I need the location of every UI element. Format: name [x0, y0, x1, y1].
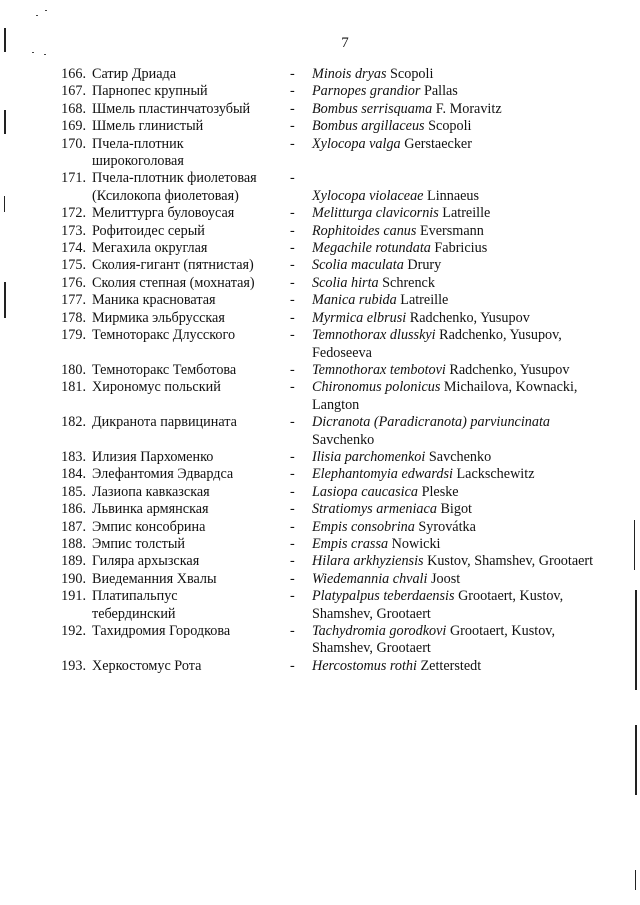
latin-author: Michailova, Kownacki, Langton — [312, 379, 578, 413]
scan-speck — [44, 54, 46, 55]
latin-author: Kustov, Shamshev, Grootaert — [423, 553, 594, 570]
russian-name: Мелиттурга буловоусая — [92, 205, 235, 222]
latin-name — [312, 449, 602, 466]
latin-name — [312, 571, 602, 588]
separator-dash: - — [290, 466, 295, 483]
latin-species-name: Stratiomys armeniaca — [312, 501, 437, 518]
separator-dash: - — [290, 414, 295, 431]
species-entry — [0, 379, 640, 414]
latin-author: Radchenko, Yusupov, Fedoseeva — [312, 327, 562, 361]
entry-number: 191. — [61, 588, 86, 605]
latin-author: Joost — [427, 570, 461, 587]
entry-number: 180. — [61, 361, 86, 378]
entry-number: 166. — [61, 66, 86, 82]
latin-species-name: Empis consobrina — [312, 518, 415, 535]
latin-species-name: Scolia maculata — [312, 257, 404, 274]
latin-species-name: Bombus serrisquama — [312, 100, 433, 117]
separator-dash: - — [290, 240, 295, 257]
latin-author: Gerstaecker — [400, 135, 472, 152]
latin-species-name: Platypalpus teberdaensis — [312, 588, 455, 605]
latin-author: Syrovátka — [414, 518, 476, 535]
latin-name — [312, 205, 602, 222]
entry-number: 181. — [61, 379, 86, 396]
page-number: 7 — [341, 35, 349, 51]
entry-number: 186. — [61, 501, 86, 518]
latin-name — [312, 118, 602, 135]
latin-species-name: Empis crassa — [312, 535, 389, 552]
entry-number: 169. — [61, 118, 86, 135]
entry-number: 173. — [61, 222, 86, 239]
species-entry — [0, 466, 640, 483]
entry-number: 190. — [61, 570, 86, 587]
latin-species-name: Chironomus polonicus — [312, 379, 441, 396]
species-entry — [0, 519, 640, 536]
entry-number: 170. — [61, 135, 86, 152]
latin-author: Scopoli — [386, 66, 434, 82]
russian-name: Пчела-плотник широкоголовая — [92, 135, 184, 170]
latin-author: Pleske — [418, 483, 459, 500]
separator-dash: - — [290, 118, 295, 135]
separator-dash: - — [290, 274, 295, 291]
latin-species-name: Parnopes grandior — [312, 83, 421, 100]
species-entry — [0, 571, 640, 588]
separator-dash: - — [290, 170, 295, 187]
species-entry — [0, 588, 640, 623]
separator-dash: - — [290, 535, 295, 552]
russian-name: Эмпис консобрина — [92, 518, 206, 535]
latin-species-name: Bombus argillaceus — [312, 118, 425, 135]
entry-number: 193. — [61, 657, 86, 674]
latin-species-name: Temnothorax dlusskyi — [312, 327, 436, 344]
latin-author: Grootaert, Kustov, Shamshev, Grootaert — [312, 623, 556, 657]
latin-name — [312, 240, 602, 257]
scan-speck — [45, 10, 47, 11]
species-entry — [0, 205, 640, 222]
separator-dash: - — [290, 205, 295, 222]
separator-dash: - — [290, 327, 295, 344]
separator-dash: - — [290, 257, 295, 274]
latin-species-name: Melitturga clavicornis — [312, 205, 439, 222]
separator-dash: - — [290, 100, 295, 117]
latin-species-name: Hercostomus rothi — [312, 657, 417, 674]
latin-author: Drury — [403, 257, 442, 274]
latin-species-name: Manica rubida — [312, 292, 397, 309]
species-entry — [0, 240, 640, 257]
separator-dash: - — [290, 135, 295, 152]
latin-species-name: Dicranota (Paradicranota) parviuncinata — [312, 414, 551, 431]
species-entry — [0, 136, 640, 171]
species-entry — [0, 327, 640, 362]
russian-name: Элефантомия Эдвардса — [92, 466, 234, 483]
entry-number: 172. — [61, 205, 86, 222]
latin-species-name: Scolia hirta — [312, 274, 379, 291]
russian-name: Мирмика эльбрусская — [92, 309, 225, 326]
latin-species-name: Ilisia parchomenkoi — [312, 448, 426, 465]
scan-speck — [36, 15, 38, 16]
separator-dash: - — [290, 361, 295, 378]
separator-dash: - — [290, 379, 295, 396]
species-list — [0, 66, 640, 675]
latin-author: Pallas — [420, 83, 458, 100]
latin-species-name: Wiedemannia chvali — [312, 570, 428, 587]
latin-author: Nowicki — [388, 535, 441, 552]
russian-name: Рофитоидес серый — [92, 222, 205, 239]
russian-name: Эмпис толстый — [92, 535, 185, 552]
latin-name — [312, 536, 602, 553]
entry-number: 182. — [61, 414, 86, 431]
separator-dash: - — [290, 553, 295, 570]
separator-dash: - — [290, 501, 295, 518]
latin-author: Eversmann — [416, 222, 484, 239]
entry-number: 184. — [61, 466, 86, 483]
latin-name — [312, 501, 602, 518]
russian-name: Тахидромия Городкова — [92, 623, 231, 639]
entry-number: 189. — [61, 553, 86, 570]
species-entry — [0, 658, 640, 675]
latin-author: Lackschewitz — [452, 466, 535, 483]
russian-name: Илизия Пархоменко — [92, 448, 214, 465]
species-entry — [0, 553, 640, 570]
latin-species-name: Rophitoides canus — [312, 222, 417, 239]
latin-name — [312, 553, 602, 570]
species-entry — [0, 118, 640, 135]
russian-name: Пчела-плотник фиолетовая (Ксилокопа фиолетовая) — [92, 170, 257, 204]
latin-name — [312, 327, 602, 362]
russian-name: Львинка армянская — [92, 501, 209, 518]
russian-name: Платипальпус тебердинский — [92, 588, 178, 622]
species-entry — [0, 449, 640, 466]
latin-author: Radchenko, Yusupov — [406, 309, 530, 326]
latin-author: Schrenck — [378, 274, 435, 291]
latin-author: Savchenko — [312, 431, 375, 448]
entry-number: 171. — [61, 170, 86, 187]
latin-author: Latreille — [438, 205, 491, 222]
species-entry — [0, 536, 640, 553]
latin-name — [312, 136, 602, 171]
latin-author: Linnaeus — [423, 187, 480, 204]
russian-name: Темноторакс Длусского — [92, 327, 236, 344]
latin-author: Fabricius — [430, 240, 488, 257]
latin-name — [312, 275, 602, 292]
entry-number: 176. — [61, 274, 86, 291]
entry-number: 175. — [61, 257, 86, 274]
separator-dash: - — [290, 588, 295, 605]
russian-name: Херкостомус Рота — [92, 657, 202, 674]
latin-name — [312, 101, 602, 118]
latin-name — [312, 66, 602, 83]
latin-name — [312, 223, 602, 240]
russian-name: Хирономус польский — [92, 379, 221, 396]
separator-dash: - — [290, 448, 295, 465]
entry-number: 168. — [61, 100, 86, 117]
species-entry — [0, 484, 640, 501]
latin-species-name: Minois dryas — [312, 66, 387, 82]
scan-margin-mark — [635, 725, 637, 795]
entry-number: 178. — [61, 309, 86, 326]
separator-dash: - — [290, 657, 295, 674]
latin-name — [312, 83, 602, 100]
latin-name — [312, 519, 602, 536]
species-entry — [0, 501, 640, 518]
entry-number: 187. — [61, 518, 86, 535]
latin-author: Grootaert, Kustov, Shamshev, Grootaert — [312, 588, 564, 622]
entry-number: 179. — [61, 327, 86, 344]
latin-species-name: Xylocopa valga — [312, 135, 401, 152]
latin-author: Radchenko, Yusupov — [445, 361, 570, 378]
latin-species-name: Temnothorax tembotovi — [312, 361, 446, 378]
latin-author: Latreille — [396, 292, 449, 309]
scan-speck — [32, 52, 34, 53]
russian-name: Маника красноватая — [92, 292, 216, 309]
entry-number: 177. — [61, 292, 86, 309]
species-entry — [0, 292, 640, 309]
separator-dash: - — [290, 292, 295, 309]
scan-margin-mark — [635, 870, 636, 890]
latin-name — [312, 484, 602, 501]
latin-species-name: Elephantomyia edwardsi — [312, 466, 453, 483]
latin-species-name: Lasiopa caucasica — [312, 483, 419, 500]
species-entry — [0, 310, 640, 327]
entry-number: 183. — [61, 448, 86, 465]
species-entry — [0, 66, 640, 83]
species-entry — [0, 414, 640, 449]
latin-species-name: Tachydromia gorodkovi — [312, 623, 447, 639]
species-entry — [0, 362, 640, 379]
latin-name — [312, 310, 602, 327]
latin-author: Bigot — [436, 501, 473, 518]
russian-name: Дикранота парвицината — [92, 414, 237, 431]
russian-name: Виедеманния Хвалы — [92, 570, 217, 587]
latin-name — [312, 623, 602, 658]
latin-species-name: Myrmica elbrusi — [312, 309, 407, 326]
separator-dash: - — [290, 518, 295, 535]
separator-dash: - — [290, 623, 295, 639]
species-entry — [0, 275, 640, 292]
separator-dash: - — [290, 66, 295, 82]
latin-author: Scopoli — [424, 118, 472, 135]
latin-name — [312, 257, 602, 274]
separator-dash: - — [290, 222, 295, 239]
species-entry — [0, 170, 640, 205]
latin-name — [312, 170, 602, 205]
entry-number: 188. — [61, 535, 86, 552]
russian-name: Сколия степная (мохнатая) — [92, 274, 255, 291]
entry-number: 167. — [61, 83, 86, 100]
latin-author: Zetterstedt — [416, 657, 482, 674]
russian-name: Шмель пластинчатозубый — [92, 100, 251, 117]
species-entry — [0, 257, 640, 274]
entry-number: 192. — [61, 623, 86, 639]
russian-name: Мегахила округлая — [92, 240, 208, 257]
latin-name — [312, 379, 602, 414]
latin-species-name: Hilara arkhyziensis — [312, 553, 424, 570]
latin-name — [312, 588, 602, 623]
latin-name — [312, 414, 602, 449]
latin-name — [312, 292, 602, 309]
latin-name — [312, 658, 602, 675]
latin-species-name: Xylocopa violaceae — [312, 187, 424, 204]
latin-author: Savchenko — [425, 448, 492, 465]
russian-name: Гиляра архызская — [92, 553, 200, 570]
russian-name: Парнопес крупный — [92, 83, 208, 100]
species-entry — [0, 101, 640, 118]
russian-name: Темноторакс Темботова — [92, 361, 237, 378]
entry-number: 185. — [61, 483, 86, 500]
separator-dash: - — [290, 570, 295, 587]
latin-name — [312, 466, 602, 483]
latin-species-name: Megachile rotundata — [312, 240, 431, 257]
species-entry — [0, 623, 640, 658]
russian-name: Сколия-гигант (пятнистая) — [92, 257, 254, 274]
latin-author: F. Moravitz — [432, 100, 502, 117]
russian-name: Сатир Дриада — [92, 66, 177, 82]
separator-dash: - — [290, 483, 295, 500]
latin-name — [312, 362, 602, 379]
species-entry — [0, 83, 640, 100]
entry-number: 174. — [61, 240, 86, 257]
russian-name: Лазиопа кавказская — [92, 483, 210, 500]
russian-name: Шмель глинистый — [92, 118, 204, 135]
species-entry — [0, 223, 640, 240]
separator-dash: - — [290, 83, 295, 100]
separator-dash: - — [290, 309, 295, 326]
